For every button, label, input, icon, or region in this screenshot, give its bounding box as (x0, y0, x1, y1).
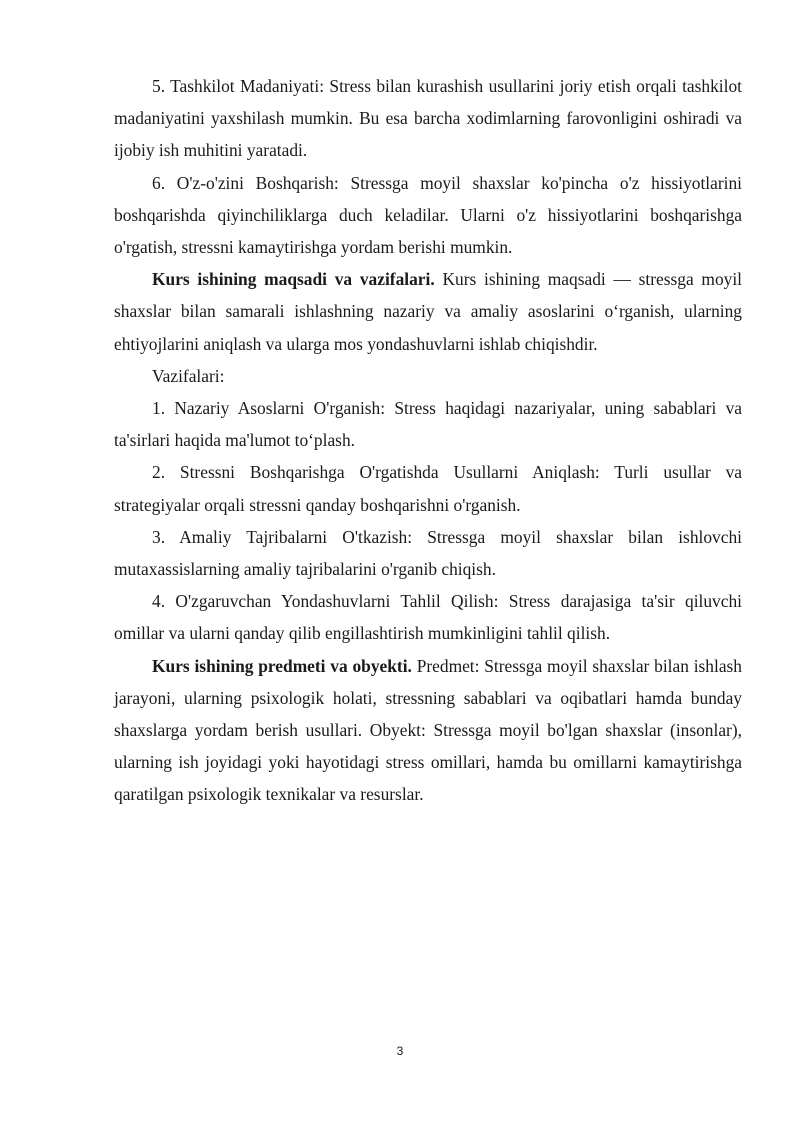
paragraph-item-5 (114, 70, 742, 167)
document-page (114, 70, 742, 811)
paragraph-subject-object (114, 650, 742, 811)
paragraph-tasks-label (114, 360, 742, 392)
task-item-4 (114, 585, 742, 649)
paragraph-text: Predmet: Stressga moyil shaxslar bilan ishlash jarayoni, ularning psixologik holati, stressning sabablari va oqibatlari hamda bunday shaxslarga yordam berish usullari. Obyekt: Stressga moyil bo'lgan shaxslar (insonlar), ularning ish joyidagi yoki hayotidagi stress omillari, hamda bu omillarni kamaytirishga qaratilgan psixologik texnikalar va resurslar. (114, 655, 742, 805)
paragraph-text: Vazifalari: (152, 365, 225, 386)
paragraph-text: 4. O'zgaruvchan Yondashuvlarni Tahlil Qilish: Stress darajasiga ta'sir qiluvchi omillar va ularni qanday qilib engillashtirish mumkinligini tahlil qilish. (114, 591, 742, 644)
task-item-3 (114, 521, 742, 585)
paragraph-text: 6. O'z-o'zini Boshqarish: Stressga moyil shaxslar ko'pincha o'z hissiyotlarini boshqarishda qiyinchiliklarga duch keladilar. Ularni o'z hissiyotlarini boshqarishga o'rgatish, stressni kamaytirishga yordam berishi mumkin. (114, 172, 742, 258)
paragraph-text: 1. Nazariy Asoslarni O'rganish: Stress haqidagi nazariyalar, uning sabablari va ta'sirlari haqida ma'lumot to‘plash. (114, 398, 742, 451)
paragraph-text: 5. Tashkilot Madaniyati: Stress bilan kurashish usullarini joriy etish orqali tashkilot madaniyatini yaxshilash mumkin. Bu esa barcha xodimlarning farovonligini oshiradi va ijobiy ish muhitini yaratadi. (114, 76, 742, 161)
paragraph-text: Kurs ishining maqsadi — stressga moyil shaxslar bilan samarali ishlashning nazariy va amaliy asoslarini o‘rganish, ularning ehtiyojlarini aniqlash va ularga mos yondashuvlarni ishlab chiqishdir. (114, 269, 742, 354)
section-heading-goals: Kurs ishining maqsadi va vazifalari. (152, 269, 435, 290)
page-number: 3 (396, 1044, 404, 1058)
section-heading-subject: Kurs ishining predmeti va obyekti. (152, 655, 412, 676)
task-item-1 (114, 392, 742, 456)
paragraph-item-6 (114, 167, 742, 264)
paragraph-goals (114, 263, 742, 360)
paragraph-text: 3. Amaliy Tajribalarni O'tkazish: Stressga moyil shaxslar bilan ishlovchi mutaxassislarning amaliy tajribalarini o'rganib chiqish. (114, 526, 742, 580)
paragraph-text: 2. Stressni Boshqarishga O'rgatishda Usullarni Aniqlash: Turli usullar va strategiyalar orqali stressni qanday boshqarishni o'rganish. (114, 462, 742, 515)
task-item-2 (114, 456, 742, 520)
